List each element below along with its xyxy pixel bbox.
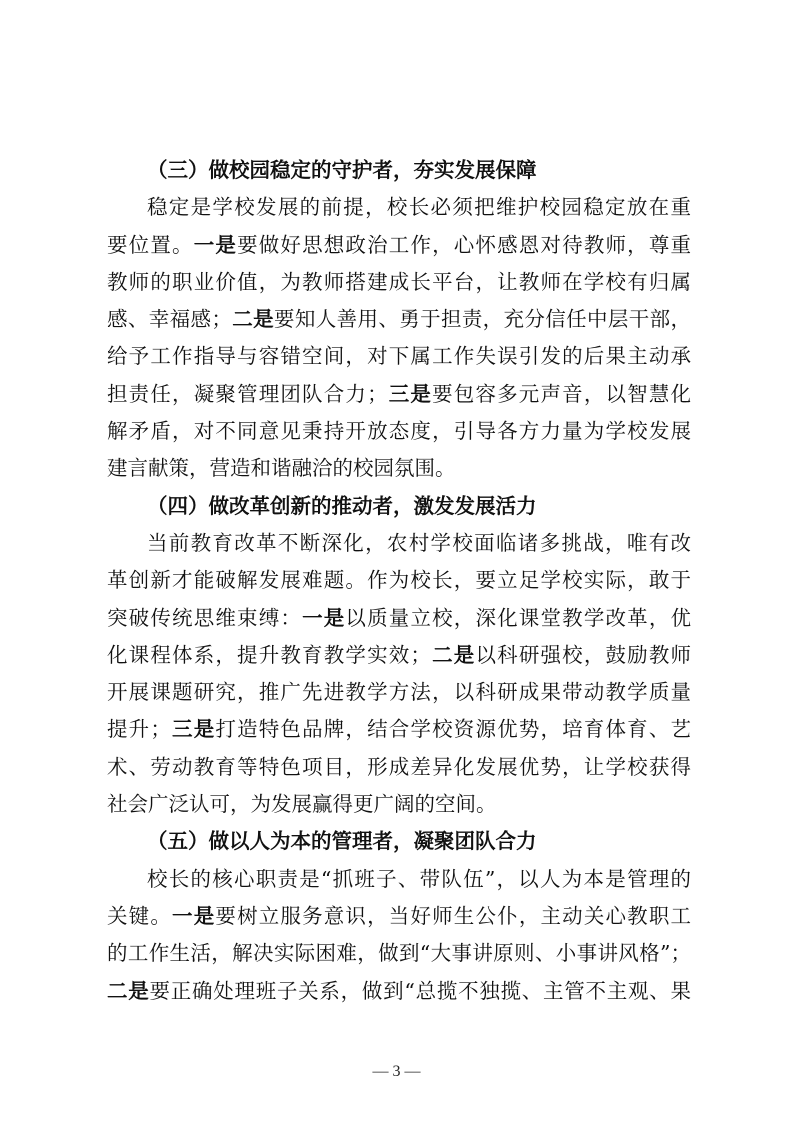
text: 打造特色品牌，结合学校资源优势，培育体育、艺 (215, 717, 692, 742)
text: 要正确处理班子关系，做到“总揽不独揽、主管不主观、果 (149, 978, 691, 1003)
paragraph-line (107, 786, 691, 823)
text: 革创新才能破解发展难题。作为校长，要立足学校实际，敢于 (107, 568, 691, 593)
paragraph-line (107, 637, 691, 674)
text: 术、劳动教育等特色项目，形成差异化发展优势，让学校获得 (107, 754, 691, 779)
text: 以科研强校，鼓励教师 (475, 642, 692, 667)
paragraph-line (107, 749, 691, 786)
text: 校长的核心职责是“抓班子、带队伍”，以人为本是管理的 (147, 866, 691, 891)
paragraph-line (107, 264, 691, 301)
text: 开展课题研究，推广先进教学方法，以科研成果带动教学质量 (107, 680, 691, 705)
bold-text: （五）做以人为本的管理者，凝聚团队合力 (147, 829, 537, 854)
document-body (107, 152, 691, 1010)
bold-text: （四）做改革创新的推动者，激发发展活力 (147, 493, 537, 518)
text: 要树立服务意识，当好师生公仆，主动关心教职工 (215, 903, 692, 928)
bold-text: 一是 (172, 903, 216, 928)
text: 教师的职业价值，为教师搭建成长平台，让教师在学校有归属 (107, 269, 691, 294)
text: 关键。 (107, 903, 173, 928)
text: 感、幸福感； (107, 307, 232, 332)
text: 要位置。 (107, 232, 194, 257)
bold-text: 二是 (231, 307, 274, 332)
section-heading (107, 488, 691, 525)
paragraph-line (107, 973, 691, 1010)
text: 要包容多元声音，以智慧化 (432, 381, 692, 406)
paragraph-line (107, 935, 691, 972)
paragraph-line (107, 301, 691, 338)
text: 提升； (107, 717, 171, 742)
bold-text: 二是 (107, 978, 150, 1003)
text: 稳定是学校发展的前提，校长必须把维护校园稳定放在重 (147, 195, 691, 220)
text: 要做好思想政治工作，心怀感恩对待教师，尊重 (237, 232, 692, 257)
paragraph-line (107, 525, 691, 562)
paragraph-line (107, 562, 691, 599)
bold-text: 三是 (170, 717, 216, 742)
paragraph-line (107, 861, 691, 898)
section-heading (107, 152, 691, 189)
bold-text: 一是 (193, 232, 238, 257)
paragraph-line (107, 338, 691, 375)
text: 当前教育改革不断深化，农村学校面临诸多挑战，唯有改 (147, 530, 691, 555)
text: 社会广泛认可，为发展赢得更广阔的空间。 (107, 792, 497, 817)
paragraph-line (107, 189, 691, 226)
text: 解矛盾，对不同意见秉持开放态度，引导各方力量为学校发展 (107, 419, 691, 444)
text: 担责任，凝聚管理团队合力； (107, 381, 388, 406)
text: 以质量立校，深化课堂教学改革，优 (345, 605, 692, 630)
paragraph-line (107, 413, 691, 450)
paragraph-line (107, 898, 691, 935)
text: 化课程体系，提升教育教学实效； (107, 642, 431, 667)
section-heading (107, 823, 691, 860)
text: 给予工作指导与容错空间，对下属工作失误引发的后果主动承 (107, 344, 691, 369)
bold-text: 一是 (302, 605, 346, 630)
paragraph-line (107, 227, 691, 264)
paragraph-line (107, 376, 691, 413)
text: 要知人善用、勇于担责，充分信任中层干部， (273, 307, 692, 332)
text: 的工作生活，解决实际困难，做到“大事讲原则、小事讲风格”； (107, 941, 691, 966)
paragraph-line (107, 711, 691, 748)
paragraph-line (107, 450, 691, 487)
text: 突破传统思维束缚： (107, 605, 303, 630)
bold-text: 二是 (430, 642, 476, 667)
text: 建言献策，营造和谐融洽的校园氛围。 (107, 456, 456, 481)
paragraph-line (107, 674, 691, 711)
page-number: — 3 — (372, 1063, 421, 1080)
bold-text: 三是 (387, 381, 433, 406)
paragraph-line (107, 600, 691, 637)
bold-text: （三）做校园稳定的守护者，夯实发展保障 (147, 158, 537, 182)
